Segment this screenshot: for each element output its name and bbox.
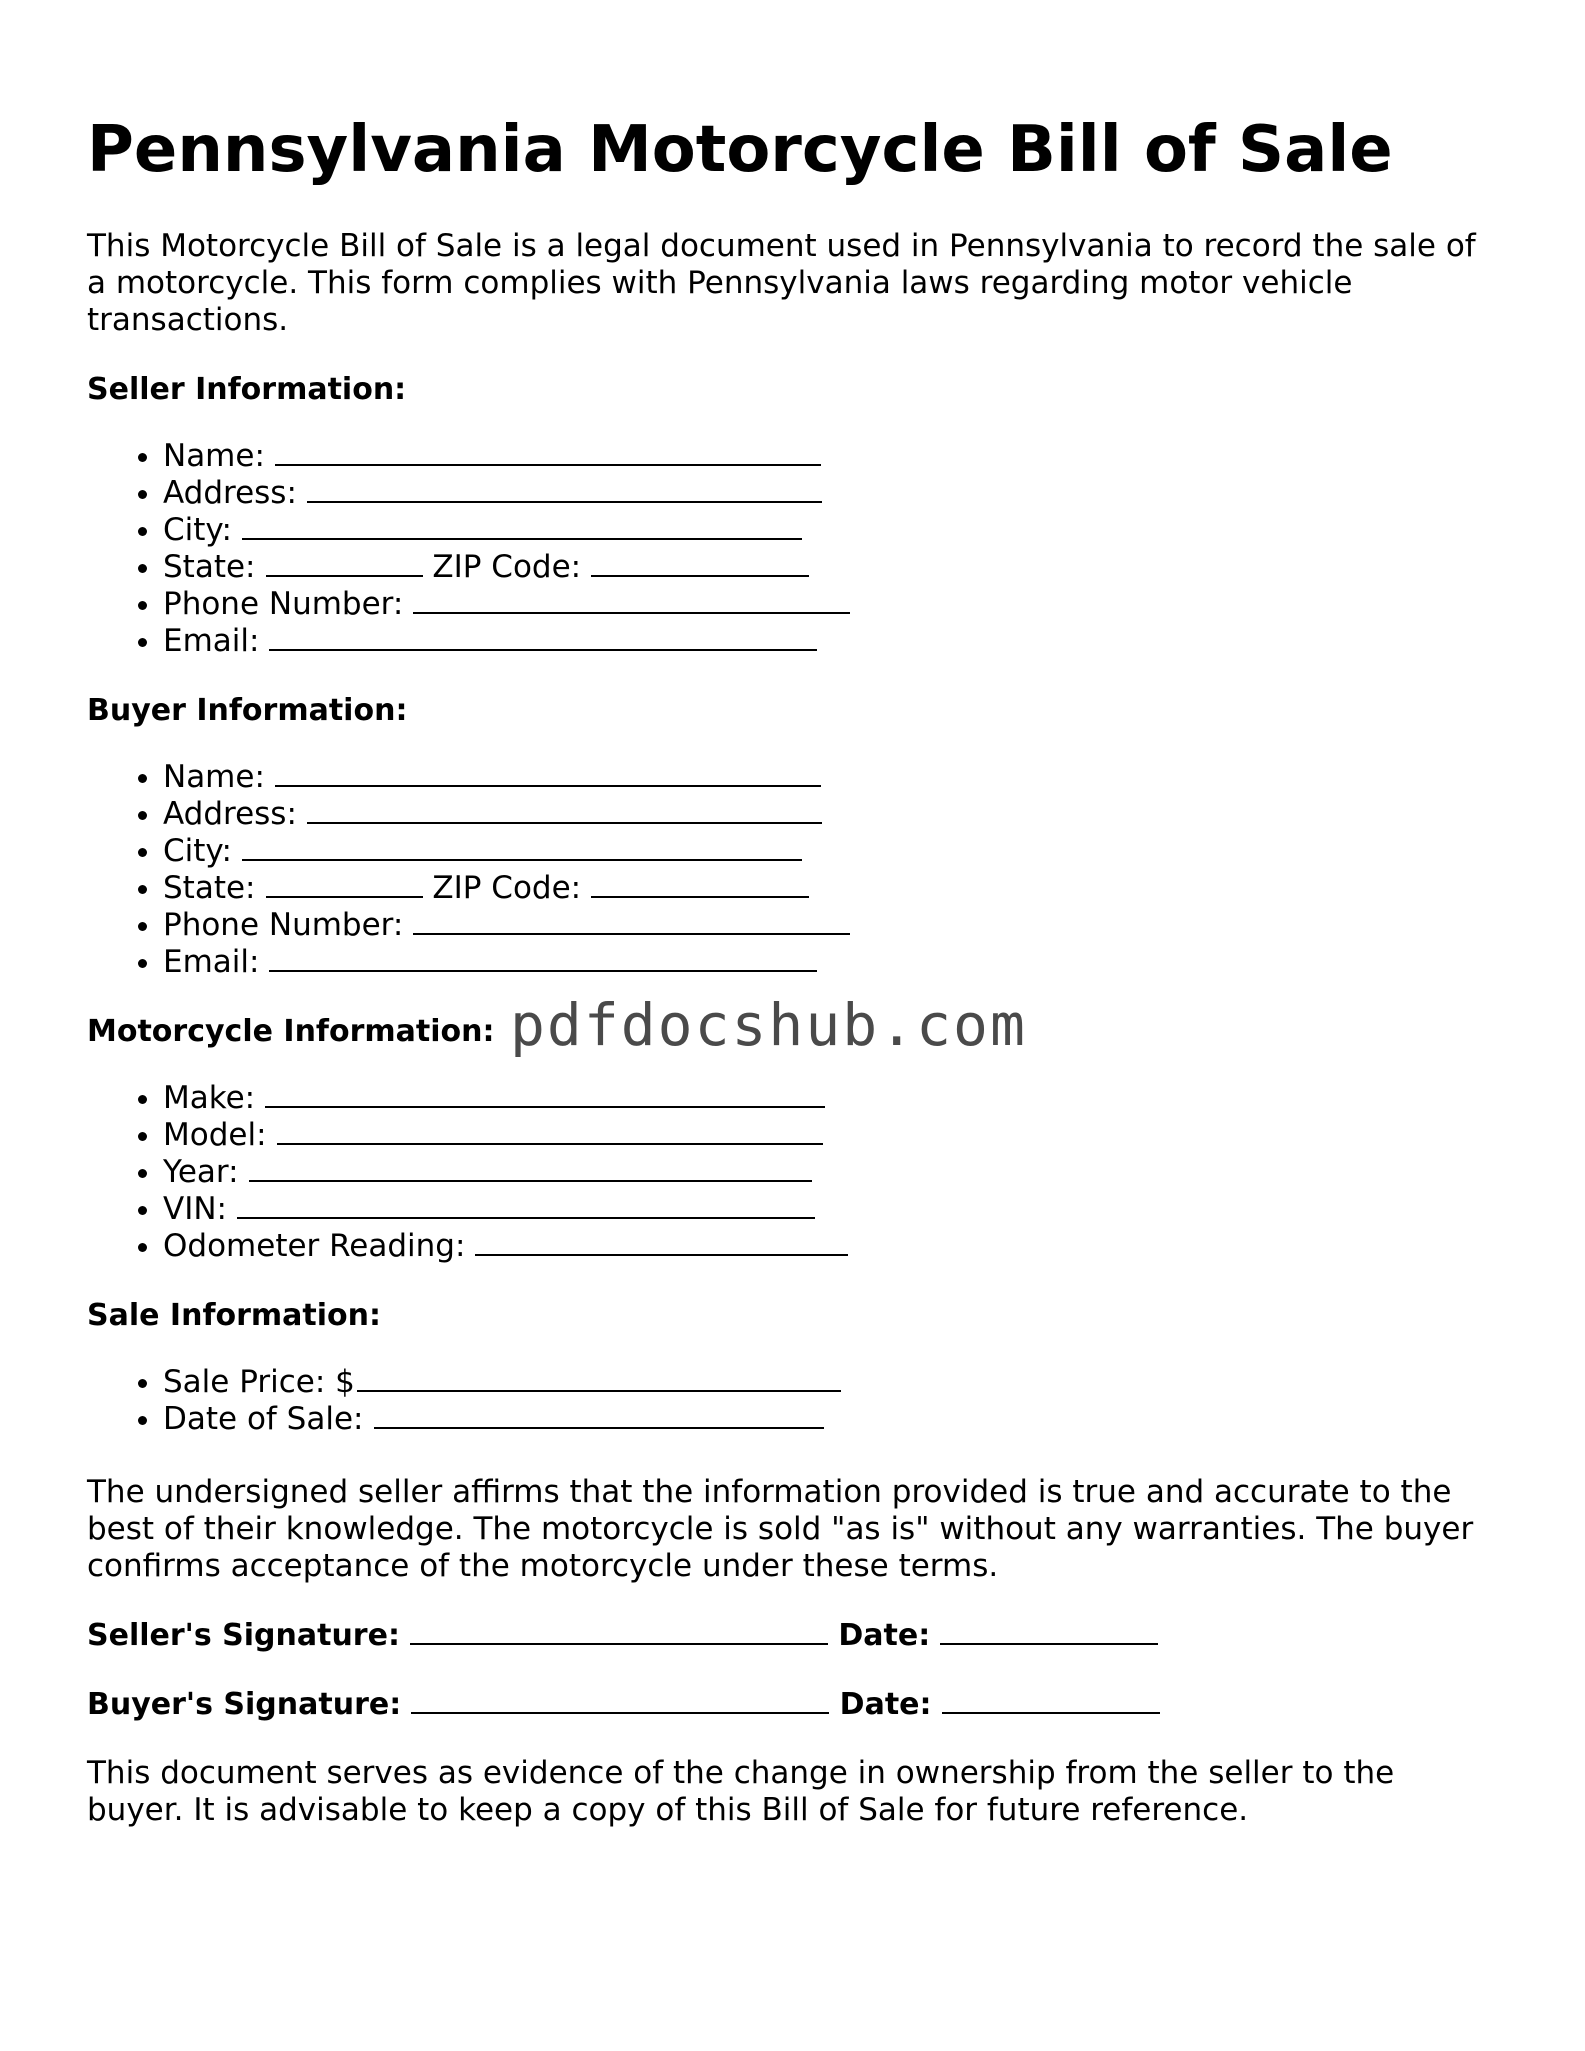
intro-paragraph: This Motorcycle Bill of Sale is a legal document used in Pennsylvania to record the sale of a motorcycle. This form complies with Pennsylvania laws regarding motor vehicle transactions. (87, 228, 1476, 338)
buyer-city-label: City: (163, 833, 232, 869)
motorcycle-vin-label: VIN: (163, 1191, 227, 1227)
buyer-city-field[interactable] (242, 833, 802, 861)
seller-city-field[interactable] (242, 512, 802, 540)
buyer-email-label: Email: (163, 944, 260, 980)
seller-address-field[interactable] (307, 475, 822, 503)
buyer-name-field[interactable] (275, 759, 821, 787)
motorcycle-vin-field[interactable] (237, 1191, 815, 1219)
buyer-signature-date-label: Date: (839, 1687, 932, 1722)
buyer-state-field[interactable] (266, 870, 423, 898)
sale-price-label: Sale Price: $ (163, 1364, 355, 1400)
motorcycle-make-item (163, 1080, 1497, 1117)
motorcycle-year-field[interactable] (249, 1154, 812, 1182)
motorcycle-odometer-item (163, 1228, 1497, 1265)
buyer-state-zip-item (163, 870, 1497, 907)
motorcycle-year-item (163, 1154, 1497, 1191)
buyer-signature-field[interactable] (411, 1686, 829, 1714)
motorcycle-year-label: Year: (163, 1154, 239, 1190)
sale-date-item (163, 1401, 1497, 1438)
buyer-name-label: Name: (163, 759, 265, 795)
seller-fields-list (87, 438, 1497, 660)
seller-section-heading: Seller Information: (87, 372, 407, 407)
seller-email-field[interactable] (269, 623, 817, 651)
motorcycle-make-label: Make: (163, 1080, 256, 1116)
seller-email-label: Email: (163, 623, 260, 659)
seller-zip-field[interactable] (591, 549, 809, 577)
motorcycle-model-field[interactable] (277, 1117, 823, 1145)
buyer-section-heading: Buyer Information: (87, 693, 408, 728)
motorcycle-odometer-field[interactable] (475, 1228, 848, 1256)
seller-name-field[interactable] (275, 438, 821, 466)
sale-fields-list (87, 1364, 1497, 1438)
seller-state-label: State: (163, 549, 256, 585)
buyer-phone-field[interactable] (413, 907, 850, 935)
seller-address-item (163, 475, 1497, 512)
buyer-phone-item (163, 907, 1497, 944)
buyer-email-field[interactable] (269, 944, 817, 972)
sale-date-label: Date of Sale: (163, 1401, 364, 1437)
seller-signature-label: Seller's Signature: (87, 1618, 400, 1653)
document-page (87, 110, 1497, 1829)
seller-phone-item (163, 586, 1497, 623)
seller-address-label: Address: (163, 475, 297, 511)
sale-price-field[interactable] (357, 1364, 841, 1392)
seller-signature-line (87, 1617, 1497, 1654)
watermark: pdfdocshub.com (510, 991, 1027, 1059)
buyer-zip-label: ZIP Code: (432, 870, 582, 906)
sale-date-field[interactable] (374, 1401, 824, 1429)
buyer-signature-line (87, 1686, 1497, 1723)
seller-zip-label: ZIP Code: (432, 549, 582, 585)
seller-city-item (163, 512, 1497, 549)
buyer-signature-label: Buyer's Signature: (87, 1687, 402, 1722)
buyer-address-label: Address: (163, 796, 297, 832)
closing-paragraph: This document serves as evidence of the change in ownership from the seller to the buyer. It is advisable to keep a copy of this Bill of Sale for future reference. (87, 1755, 1395, 1828)
buyer-address-field[interactable] (307, 796, 822, 824)
seller-signature-date-field[interactable] (940, 1617, 1158, 1645)
seller-phone-field[interactable] (413, 586, 850, 614)
buyer-signature-date-field[interactable] (942, 1686, 1160, 1714)
seller-email-item (163, 623, 1497, 660)
sale-price-item (163, 1364, 1497, 1401)
seller-signature-date-label: Date: (838, 1618, 931, 1653)
sale-section-heading: Sale Information: (87, 1298, 381, 1333)
motorcycle-model-label: Model: (163, 1117, 267, 1153)
buyer-state-label: State: (163, 870, 256, 906)
buyer-city-item (163, 833, 1497, 870)
buyer-zip-field[interactable] (591, 870, 809, 898)
seller-name-label: Name: (163, 438, 265, 474)
motorcycle-make-field[interactable] (265, 1080, 825, 1108)
seller-state-zip-item (163, 549, 1497, 586)
seller-signature-field[interactable] (410, 1617, 828, 1645)
motorcycle-fields-list (87, 1080, 1497, 1265)
buyer-phone-label: Phone Number: (163, 907, 404, 943)
seller-phone-label: Phone Number: (163, 586, 404, 622)
seller-state-field[interactable] (266, 549, 423, 577)
buyer-email-item (163, 944, 1497, 981)
document-title: Pennsylvania Motorcycle Bill of Sale (87, 113, 1393, 187)
buyer-name-item (163, 759, 1497, 796)
affirmation-paragraph: The undersigned seller affirms that the information provided is true and accurate to the best of their knowledge. The motorcycle is sold "as is" without any warranties. The buyer confirms acceptance of the motorcycle under these terms. (87, 1474, 1474, 1584)
buyer-fields-list (87, 759, 1497, 981)
motorcycle-vin-item (163, 1191, 1497, 1228)
buyer-address-item (163, 796, 1497, 833)
seller-name-item (163, 438, 1497, 475)
motorcycle-section-heading: Motorcycle Information: (87, 1014, 495, 1049)
motorcycle-model-item (163, 1117, 1497, 1154)
motorcycle-odometer-label: Odometer Reading: (163, 1228, 466, 1264)
seller-city-label: City: (163, 512, 232, 548)
